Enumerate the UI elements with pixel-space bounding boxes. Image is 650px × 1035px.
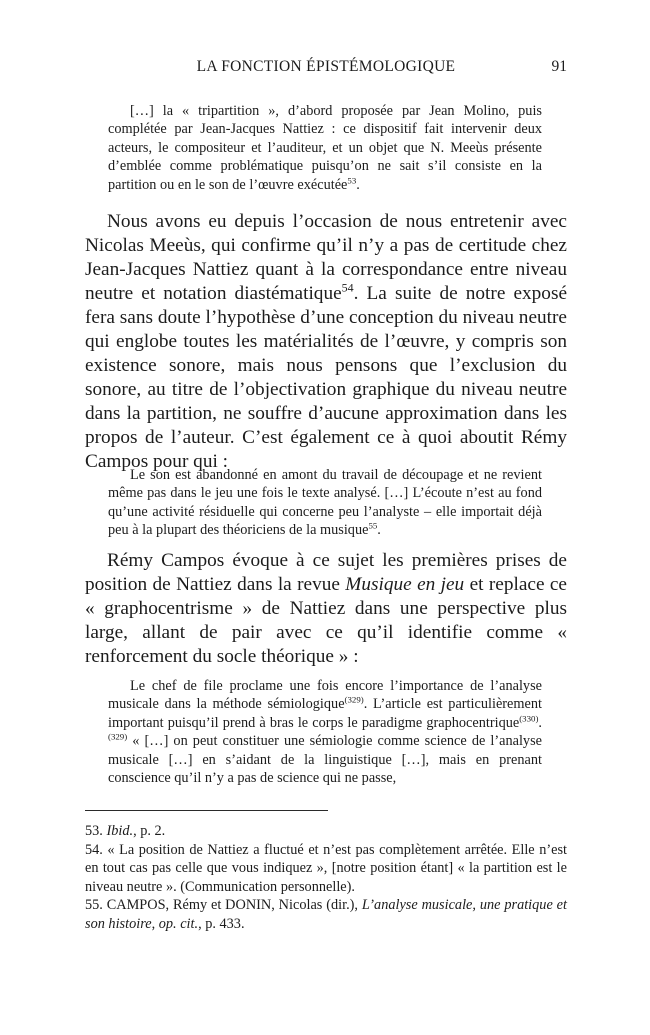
block-quote-meeus	[108, 102, 542, 194]
footnote-book-title: L’analyse musicale, une pratique et son histoire	[85, 897, 567, 932]
footnote-ref-55[interactable]: 55	[368, 520, 378, 531]
paragraph-text-a: Rémy Campos évoque à ce sujet les premières prises de position de Nattiez dans la revue	[85, 550, 567, 595]
footnote-op-cit: op. cit.	[158, 915, 199, 932]
quote-paragraph	[108, 102, 542, 194]
quote-end: .	[377, 522, 381, 539]
block-quote-campos	[108, 466, 542, 540]
footnote-separator	[85, 810, 328, 811]
footnote-ibid: Ibid.	[106, 823, 134, 839]
inner-note-ref-329: (329)	[344, 694, 364, 705]
paragraph-text-b: et replace ce « graphocentrisme » de Nattiez dans une perspective plus large, allant de pair avec ce qu’il identifie comme « renforcement du socle théorique » :	[85, 574, 567, 667]
paragraph-text	[85, 549, 567, 669]
quote-text-b: . L’article est particulièrement important puisqu’il prend à bras le corps le paradigme graphocentrique	[108, 696, 542, 731]
footnote-text: 54. « La position de Nattiez a fluctué et n’est pas complètement arrêtée. Elle n’est en tout cas pas celle que vous indiquez », [notre position étant] « la partition est le niveau neutre ». (Communication personnelle).	[85, 841, 567, 895]
footnote-ref-54[interactable]: 54	[341, 280, 354, 295]
quote-text: […] la « tripartition », d’abord proposée par Jean Molino, puis complétée par Jean-Jacques Nattiez : ce dispositif fait intervenir deux acteurs, le compositeur et l’auditeur, et un objet que N. Meeùs présente d’emblée comme problématique puisqu’on ne sait s’il consiste en la partition ou en le son de l’œuvre exécutée	[108, 103, 542, 193]
body-paragraph-2	[85, 549, 567, 669]
footnote-sep: ,	[151, 915, 159, 932]
quote-end: .	[356, 176, 360, 193]
quote-text-d: « […] on peut constituer une sémiologie comme science de l’analyse musicale […] en s’aidant de la linguistique […], mais en prenant conscience qu’il n’y a pas de science qui ne passe,	[108, 733, 542, 787]
quote-text-c: .	[538, 714, 542, 731]
inner-note-ref-329-repeat: (329)	[108, 731, 128, 742]
quote-text: Le son est abandonné en amont du travail de découpage et ne revient même pas dans le jeu une fois le texte analysé. […] L’écoute n’est au fond qu’une activité résiduelle qui concerne peu l’analyste – elle importait déjà peu à la plupart des théoriciens de la musique	[108, 467, 542, 539]
paragraph-text	[85, 210, 567, 474]
footnote-pages: , p. 433.	[198, 915, 245, 932]
paragraph-text-b: . La suite de notre exposé fera sans doute l’hypothèse d’une conception du niveau neutre qui englobe toutes les matérialités de l’œuvre, y compris son existence sonore, mais nous pensons que l’exclusion du sonore, au titre de l’objectivation graphique du niveau neutre dans la partition, ne souffre d’aucune approximation dans les propos de l’auteur. C’est également ce à quoi aboutit Rémy Campos pour qui :	[85, 283, 568, 472]
block-quote-chef-de-file	[108, 677, 542, 787]
paragraph-text-a: Nous avons eu depuis l’occasion de nous entretenir avec Nicolas Meeùs, qui confirme qu’il n’y a pas de certitude chez Jean-Jacques Nattiez quant à la correspondance entre niveau neutre et notation diastématique	[85, 211, 567, 304]
footnote-53	[85, 822, 567, 841]
inner-note-ref-330: (330)	[519, 713, 539, 724]
footnote-54	[85, 841, 567, 897]
footnote-ref-53[interactable]: 53	[347, 175, 357, 186]
footnote-authors: 55. CAMPOS, Rémy et DONIN, Nicolas (dir.),	[85, 897, 362, 914]
footnote-text: , p. 2.	[133, 823, 166, 839]
running-head	[85, 58, 567, 80]
running-title: LA FONCTION ÉPISTÉMOLOGIQUE	[196, 58, 456, 75]
journal-title: Musique en jeu	[345, 574, 465, 595]
quote-text-a: Le chef de file proclame une fois encore l’importance de l’analyse musicale dans la méthode sémiologique	[108, 678, 542, 713]
quote-paragraph	[108, 677, 542, 787]
quote-paragraph	[108, 466, 542, 540]
body-paragraph-1	[85, 210, 567, 474]
page-number: 91	[551, 58, 567, 75]
footnotes	[85, 822, 567, 934]
footnote-55	[85, 896, 567, 933]
footnote-number: 53.	[85, 823, 107, 839]
